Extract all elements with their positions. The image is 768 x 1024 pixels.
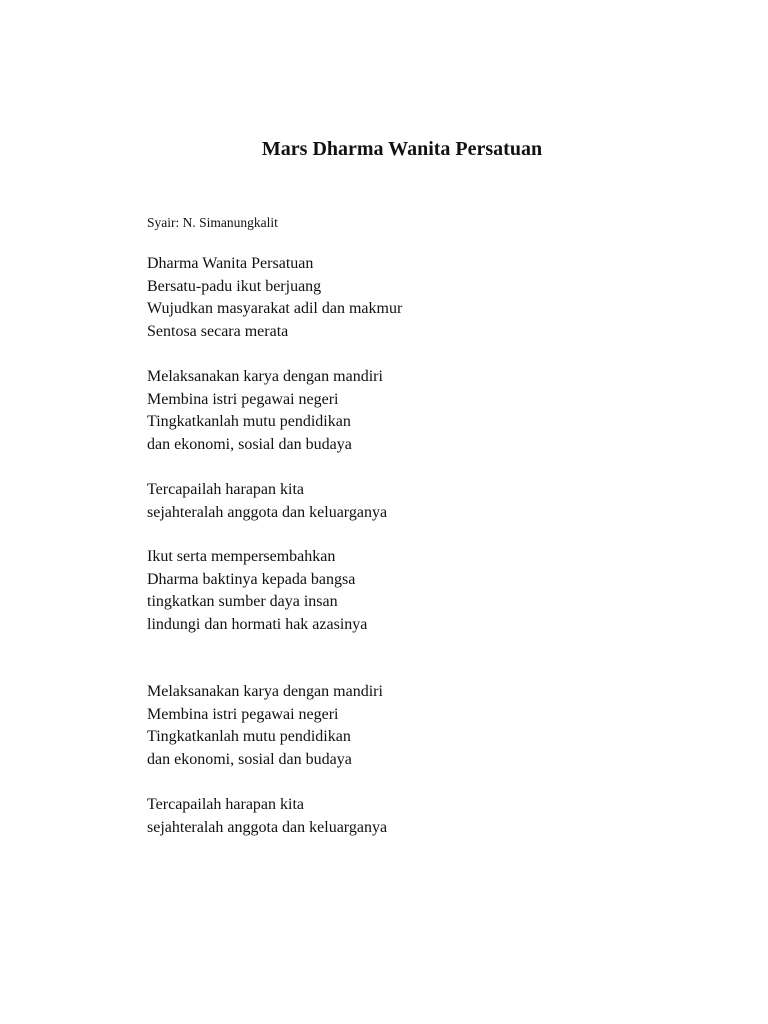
verse-line: Ikut serta mempersembahkan (147, 548, 336, 565)
verse-line: Dharma Wanita Persatuan (147, 255, 314, 272)
stanza-6 (147, 794, 387, 839)
verse-line: Wujudkan masyarakat adil dan makmur (147, 300, 403, 318)
verse-line: dan ekonomi, sosial dan budaya (147, 750, 352, 768)
verse-line: Melaksanakan karya dengan mandiri (147, 683, 383, 700)
verse-line: Tercapailah harapan kita (147, 481, 305, 498)
verse-line: lindungi dan hormati hak azasinya (147, 615, 368, 633)
stanza-2 (147, 366, 383, 456)
verse-line: dan ekonomi, sosial dan budaya (147, 435, 352, 453)
verse-line: Bersatu-padu ikut berjuang (147, 277, 322, 295)
verse-line: Melaksanakan karya dengan mandiri (147, 368, 383, 385)
stanza-5 (147, 681, 383, 771)
verse-line: sejahteralah anggota dan keluarganya (147, 503, 388, 521)
verse-line: Tingkatkanlah mutu pendidikan (147, 728, 351, 746)
verse-line: sejahteralah anggota dan keluarganya (147, 818, 388, 836)
verse-line: Membina istri pegawai negeri (147, 705, 339, 723)
page-title: Mars Dharma Wanita Persatuan (261, 138, 543, 160)
verse-line: Sentosa secara merata (147, 322, 289, 340)
stanza-1 (147, 253, 402, 343)
stanza-4 (147, 546, 367, 636)
verse-line: Membina istri pegawai negeri (147, 390, 339, 408)
verse-line: tingkatkan sumber daya insan (147, 593, 338, 611)
stanza-3 (147, 479, 387, 524)
verse-line: Tercapailah harapan kita (147, 796, 305, 813)
verse-line: Tingkatkanlah mutu pendidikan (147, 413, 351, 431)
author-credit: Syair: N. Simanungkalit (147, 215, 278, 230)
verse-line: Dharma baktinya kepada bangsa (147, 570, 356, 588)
